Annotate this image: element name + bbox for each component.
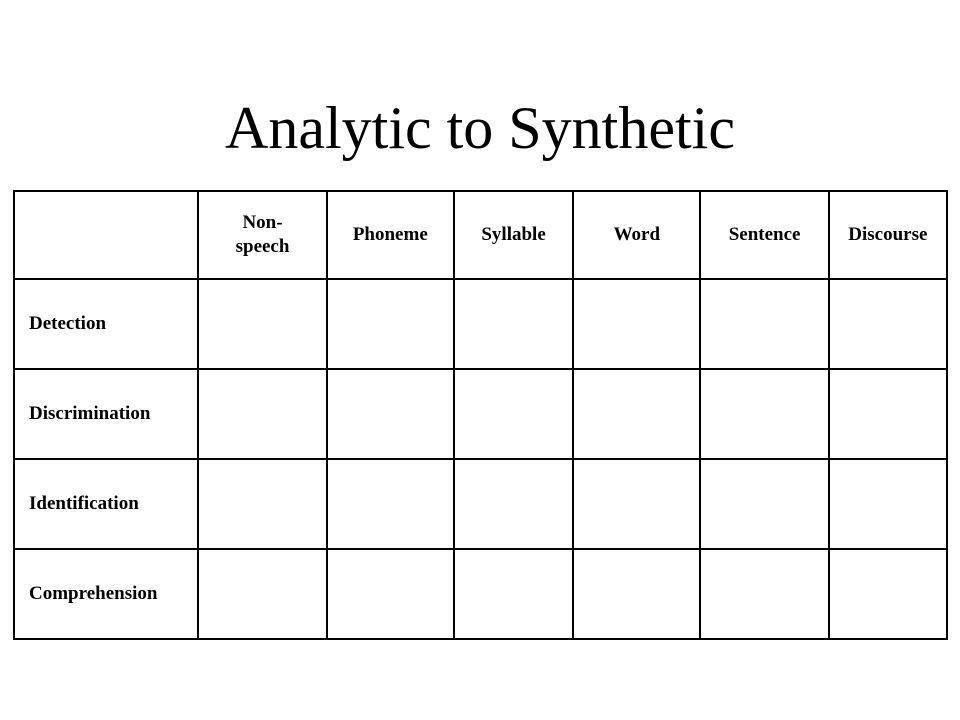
- corner-cell: [14, 191, 198, 279]
- table-cell: [198, 369, 326, 459]
- table-cell: [573, 369, 700, 459]
- table-cell: [700, 369, 828, 459]
- row-header: Discrimination: [14, 369, 198, 459]
- table-cell: [829, 459, 947, 549]
- table-cell: [327, 279, 454, 369]
- table-cell: [829, 369, 947, 459]
- header-row: [14, 191, 947, 279]
- table-cell: [198, 279, 326, 369]
- column-header: Sentence: [700, 191, 828, 279]
- table-row: [14, 279, 947, 369]
- table-cell: [327, 549, 454, 639]
- table-cell: [454, 369, 573, 459]
- table-cell: [829, 279, 947, 369]
- table-cell: [327, 459, 454, 549]
- table-cell: [454, 279, 573, 369]
- skills-matrix-table: [13, 190, 948, 640]
- column-header: Discourse: [829, 191, 947, 279]
- table-cell: [198, 549, 326, 639]
- table-cell: [700, 549, 828, 639]
- table-cell: [327, 369, 454, 459]
- column-header: Non-speech: [198, 191, 326, 279]
- table-row: [14, 369, 947, 459]
- table-cell: [454, 459, 573, 549]
- table-cell: [454, 549, 573, 639]
- table-row: [14, 459, 947, 549]
- table-cell: [700, 279, 828, 369]
- table-row: [14, 549, 947, 639]
- row-header: Identification: [14, 459, 198, 549]
- table-cell: [700, 459, 828, 549]
- table-cell: [198, 459, 326, 549]
- row-header: Detection: [14, 279, 198, 369]
- table-cell: [573, 549, 700, 639]
- column-header: Phoneme: [327, 191, 454, 279]
- slide-title: Analytic to Synthetic: [225, 95, 735, 161]
- row-header: Comprehension: [14, 549, 198, 639]
- table-cell: [573, 279, 700, 369]
- column-header: Word: [573, 191, 700, 279]
- column-header: Syllable: [454, 191, 573, 279]
- table-cell: [573, 459, 700, 549]
- table-cell: [829, 549, 947, 639]
